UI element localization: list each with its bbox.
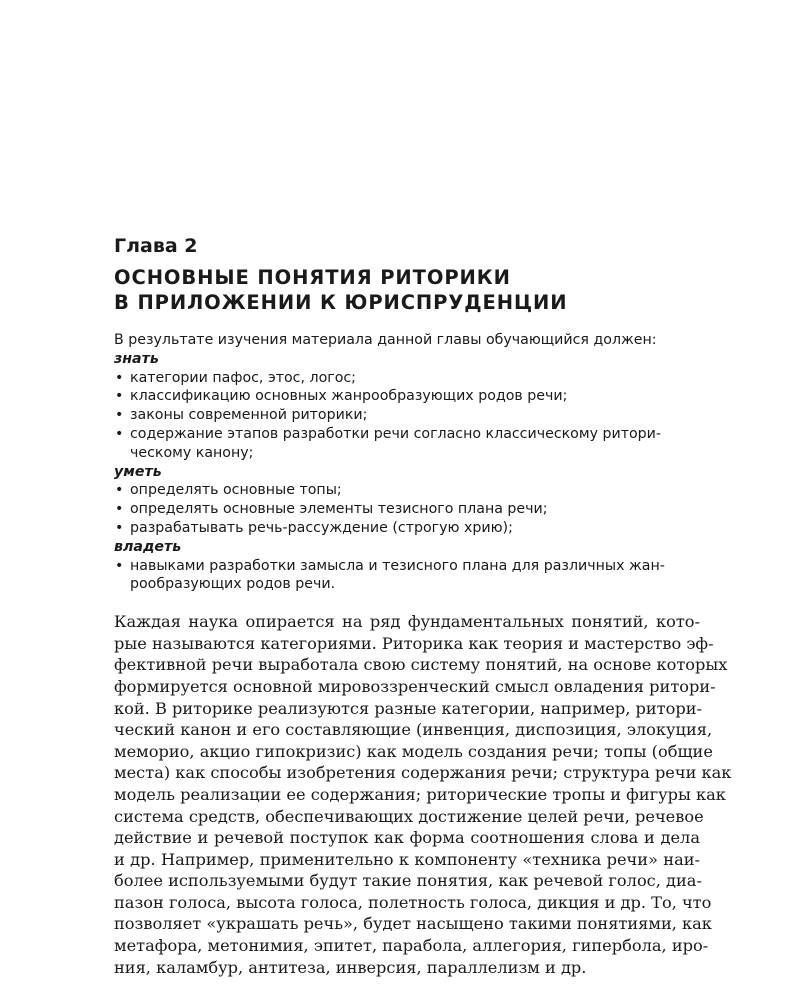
- body-line: места) как способы изобретения содержания речи; структура речи как: [114, 763, 732, 783]
- chapter-title-line-2: В ПРИЛОЖЕНИИ К ЮРИСПРУДЕНЦИИ: [114, 291, 568, 314]
- objective-item: [114, 481, 700, 500]
- objective-item-text: содержание этапов разработки речи согласно классическому ритори-: [130, 425, 661, 442]
- bullet-icon: •: [115, 557, 124, 574]
- bullet-icon: •: [115, 388, 124, 405]
- bullet-icon: •: [115, 519, 124, 536]
- body-line: кой. В риторике реализуются разные категории, например, ритори-: [114, 698, 702, 718]
- objective-item: [114, 557, 700, 595]
- objective-item: [114, 387, 700, 406]
- body-line: рые называются категориями. Риторика как теория и мастерство эф-: [114, 633, 714, 653]
- bullet-icon: •: [115, 369, 124, 386]
- objectives-master-label: владеть: [114, 538, 182, 555]
- bullet-icon: •: [115, 425, 124, 442]
- objectives-master-list: [114, 557, 700, 595]
- body-line: действие и речевой поступок как форма соотношения слова и дела: [114, 828, 700, 848]
- body-line: меморио, акцио гипокризис) как модель создания речи; топы (общие: [114, 741, 713, 761]
- chapter-title: [114, 265, 700, 315]
- objectives-know-list: [114, 369, 700, 463]
- objectives-know-label: знать: [114, 350, 159, 367]
- body-line: и др. Например, применительно к компоненту «техника речи» наи-: [114, 849, 700, 869]
- chapter-title-line-1: ОСНОВНЫЕ ПОНЯТИЯ РИТОРИКИ: [114, 266, 511, 289]
- objective-item-text: законы современной риторики;: [130, 407, 368, 424]
- body-line: система средств, обеспечивающих достижение целей речи, речевое: [114, 806, 704, 826]
- body-line: метафора, метонимия, эпитет, парабола, аллегория, гипербола, иро-: [114, 936, 709, 956]
- objective-item-text: классификацию основных жанрообразующих родов речи;: [130, 388, 568, 405]
- body-line: пазон голоса, высота голоса, полетность голоса, дикция и др. То, что: [114, 892, 712, 912]
- body-line: формируется основной мировоззренческий смысл овладения ритори-: [114, 676, 716, 696]
- body-line: ческий канон и его составляющие (инвенция, диспозиция, элокуция,: [114, 720, 713, 740]
- objective-item: [114, 406, 700, 425]
- chapter-label: Глава 2: [114, 235, 198, 257]
- body-line: ния, каламбур, антитеза, инверсия, параллелизм и др.: [114, 957, 587, 977]
- bullet-icon: •: [115, 501, 124, 518]
- body-line: модель реализации ее содержания; риторические тропы и фигуры как: [114, 784, 726, 804]
- body-line: Каждая наука опирается на ряд фундаментальных понятий, кото-: [114, 612, 700, 632]
- objectives-intro: В результате изучения материала данной главы обучающийся должен:: [114, 332, 657, 348]
- objectives-able-list: [114, 481, 700, 537]
- body-line: более используемыми будут такие понятия, как речевой голос, диа-: [114, 871, 702, 891]
- objective-item-text: определять основные элементы тезисного плана речи;: [130, 501, 548, 518]
- objective-item: [114, 519, 700, 538]
- objective-item-text: навыками разработки замысла и тезисного плана для различных жан-: [130, 557, 665, 574]
- bullet-icon: •: [115, 407, 124, 424]
- objective-item-text: ческому канону;: [130, 444, 254, 461]
- objective-item: [114, 369, 700, 388]
- objective-item: [114, 425, 700, 463]
- objective-item-text: категории пафос, этос, логос;: [130, 369, 356, 386]
- objective-item: [114, 500, 700, 519]
- page-content: [114, 234, 732, 978]
- body-line: позволяет «украшать речь», будет насыщено такими понятиями, как: [114, 914, 712, 934]
- objective-item-text: определять основные топы;: [130, 482, 342, 499]
- body-paragraph: [114, 611, 732, 978]
- objectives-able-label: уметь: [114, 463, 162, 480]
- objective-item-text: разрабатывать речь-рассуждение (строгую хрию);: [130, 519, 513, 536]
- bullet-icon: •: [115, 482, 124, 499]
- body-line: фективной речи выработала свою систему понятий, на основе которых: [114, 655, 728, 675]
- learning-objectives: [114, 331, 700, 594]
- objective-item-text: рообразующих родов речи.: [130, 576, 336, 593]
